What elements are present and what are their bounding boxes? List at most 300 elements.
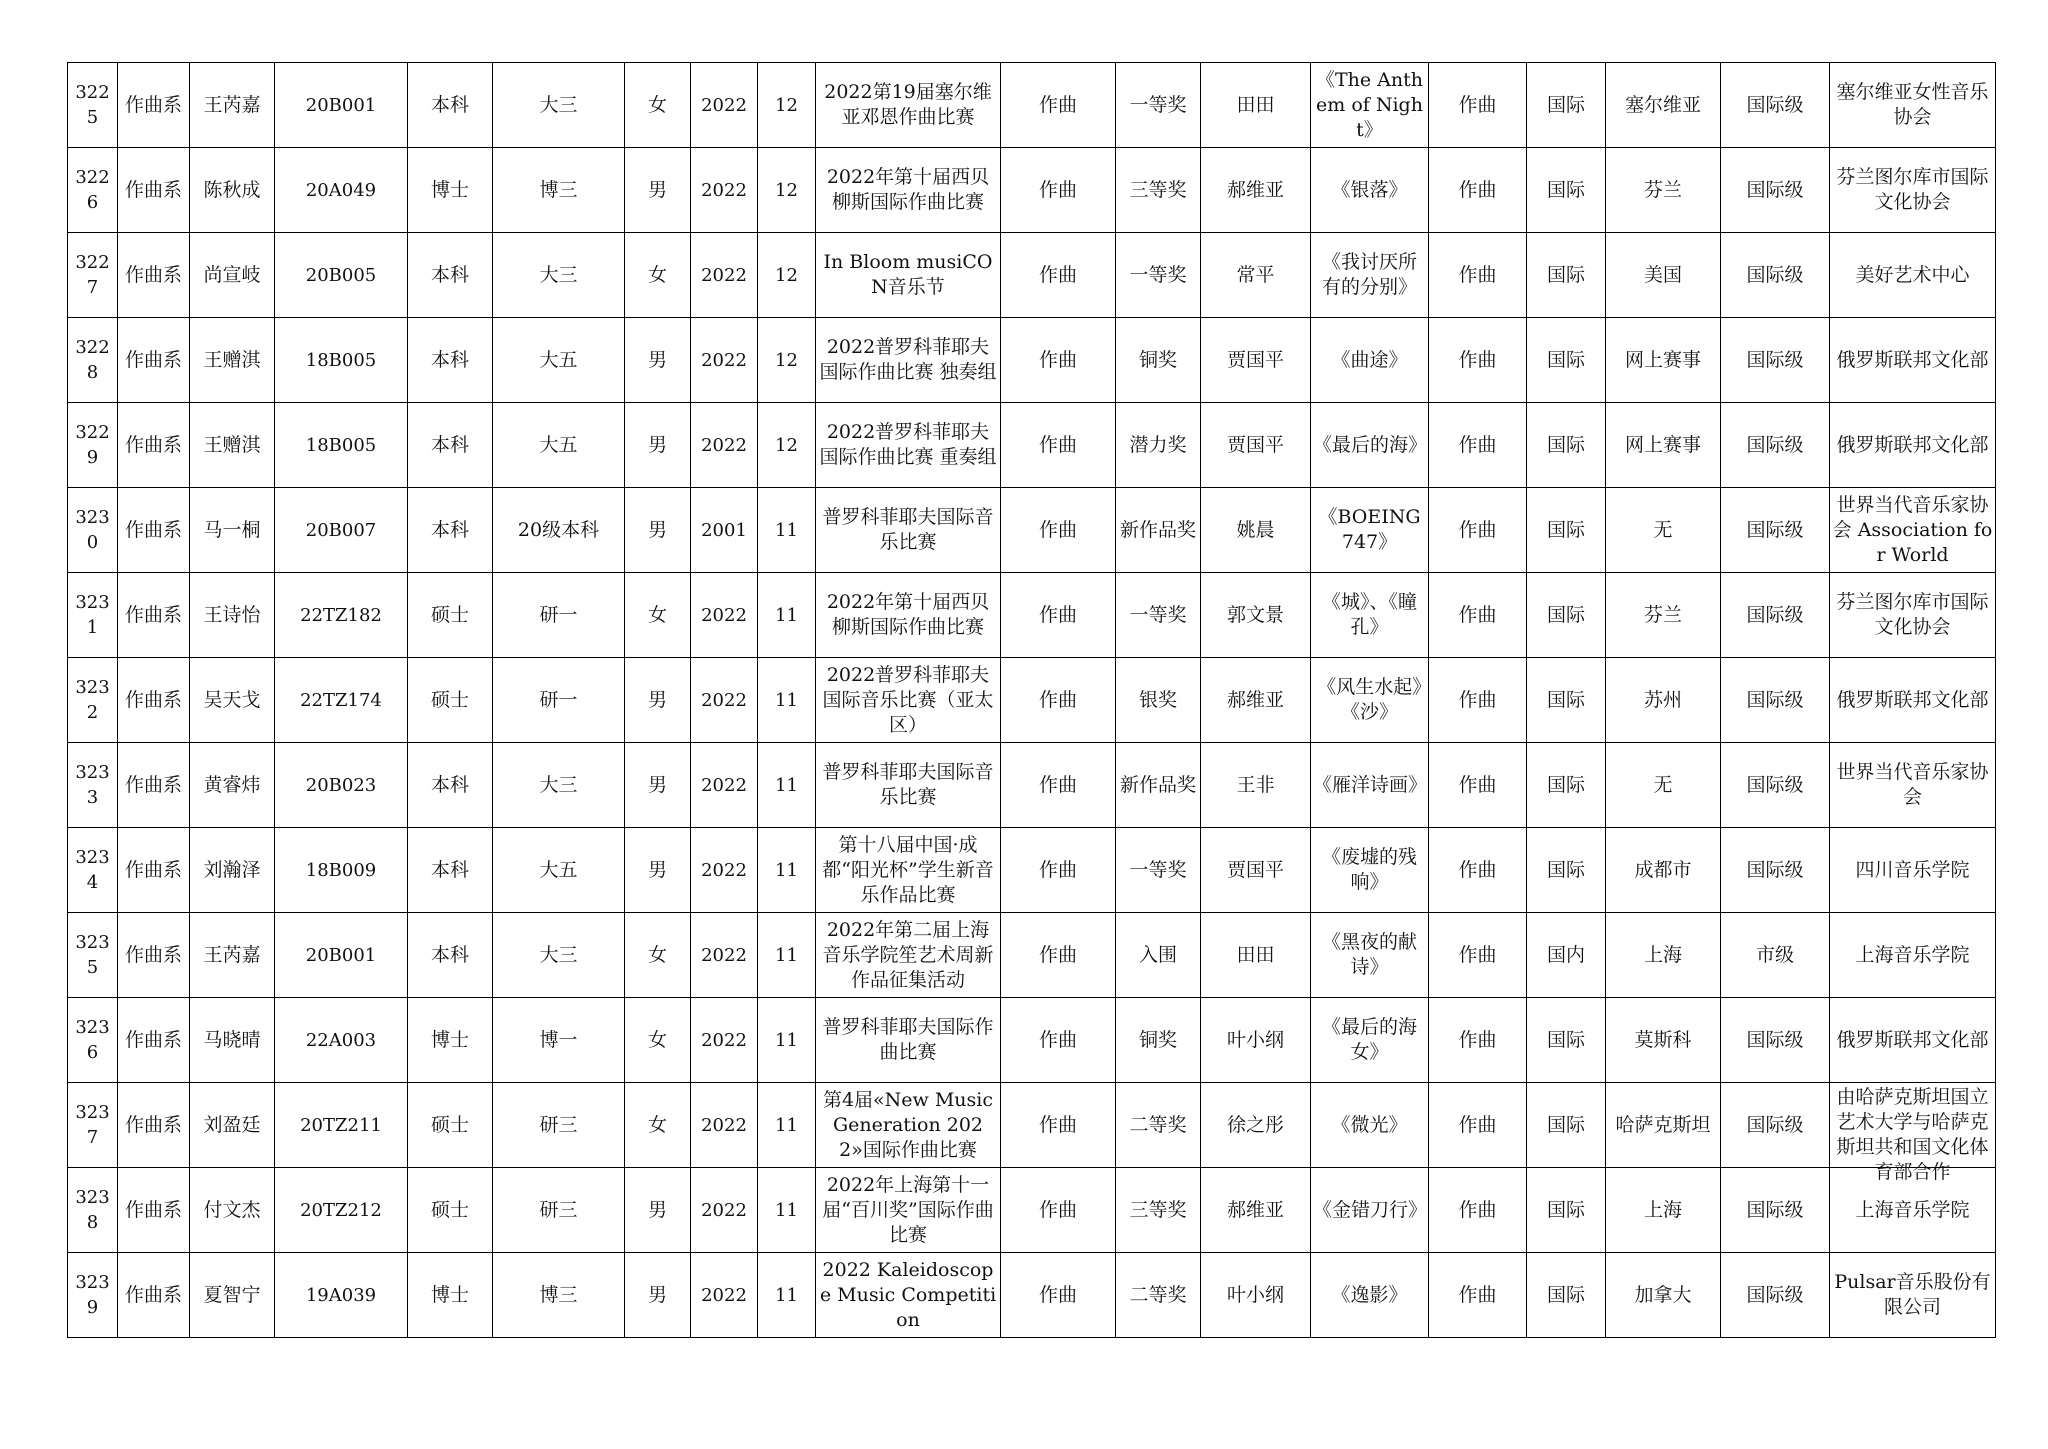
cell-category-text: 作曲	[1038, 773, 1077, 796]
cell-grade	[493, 573, 625, 658]
cell-organizer	[1830, 148, 1996, 233]
cell-category-text: 作曲	[1038, 943, 1077, 966]
cell-student-id-text: 18B009	[305, 859, 377, 881]
cell-grade-text: 博三	[539, 1283, 578, 1306]
cell-rank-level-text: 国际级	[1746, 1113, 1804, 1136]
cell-competition-text: 第4届«New Music Generation 2022»国际作曲比赛	[822, 1088, 994, 1161]
cell-student-id	[275, 403, 408, 488]
cell-year	[691, 318, 758, 403]
cell-work-type	[1429, 913, 1527, 998]
cell-year-text: 2022	[701, 1284, 747, 1306]
table-row	[68, 488, 1996, 573]
cell-record-no	[68, 1253, 118, 1338]
cell-organizer-text: Pulsar音乐股份有限公司	[1834, 1271, 1991, 1318]
cell-award	[1116, 1168, 1201, 1253]
cell-month	[758, 1168, 816, 1253]
cell-gender-text: 女	[647, 263, 667, 286]
cell-grade	[493, 998, 625, 1083]
cell-student-name	[190, 998, 275, 1083]
cell-scope	[1527, 233, 1606, 318]
cell-category-text: 作曲	[1038, 178, 1077, 201]
cell-organizer	[1830, 488, 1996, 573]
cell-degree-level-text: 本科	[430, 433, 469, 456]
cell-work-type-text: 作曲	[1458, 858, 1497, 881]
cell-organizer-text: 俄罗斯联邦文化部	[1836, 433, 1989, 456]
cell-scope-text: 国际	[1546, 433, 1585, 456]
cell-teacher-text: 田田	[1236, 93, 1275, 116]
cell-year	[691, 63, 758, 148]
cell-organizer	[1830, 403, 1996, 488]
cell-grade	[493, 1083, 625, 1168]
cell-record-no-text: 3237	[75, 1102, 110, 1148]
cell-competition-text: 2022年第十届西贝柳斯国际作曲比赛	[826, 591, 990, 638]
cell-student-id-text: 20B001	[305, 944, 377, 966]
cell-award-text: 二等奖	[1129, 1283, 1187, 1306]
cell-scope-text: 国际	[1546, 518, 1585, 541]
cell-student-name-text: 黄睿炜	[203, 773, 261, 796]
cell-work-title-text: 《风生水起》《沙》	[1317, 676, 1422, 723]
cell-record-no-text: 3238	[75, 1187, 110, 1233]
cell-student-name	[190, 233, 275, 318]
cell-organizer	[1830, 743, 1996, 828]
cell-category	[1001, 148, 1116, 233]
cell-category-text: 作曲	[1038, 518, 1077, 541]
cell-rank-level	[1721, 828, 1830, 913]
cell-year	[691, 743, 758, 828]
cell-department	[118, 828, 190, 913]
cell-scope	[1527, 1253, 1606, 1338]
cell-record-no	[68, 63, 118, 148]
cell-degree-level-text: 博士	[430, 178, 469, 201]
cell-department-text: 作曲系	[124, 773, 182, 796]
cell-student-id-text: 22A003	[305, 1029, 377, 1051]
cell-degree-level-text: 硕士	[430, 1198, 469, 1221]
cell-rank-level	[1721, 488, 1830, 573]
cell-record-no	[68, 913, 118, 998]
cell-location	[1606, 318, 1721, 403]
cell-student-name	[190, 1083, 275, 1168]
cell-student-id-text: 20A049	[305, 179, 377, 201]
cell-department-text: 作曲系	[124, 263, 182, 286]
cell-location-text: 美国	[1643, 263, 1682, 286]
cell-category	[1001, 998, 1116, 1083]
cell-work-type	[1429, 148, 1527, 233]
cell-teacher	[1201, 403, 1311, 488]
cell-year	[691, 658, 758, 743]
cell-work-title-text: 《最后的海》	[1313, 433, 1428, 456]
cell-department	[118, 148, 190, 233]
cell-work-title	[1311, 1083, 1429, 1168]
cell-work-title	[1311, 63, 1429, 148]
cell-teacher	[1201, 658, 1311, 743]
cell-work-type-text: 作曲	[1458, 178, 1497, 201]
table-row	[68, 573, 1996, 658]
cell-student-id	[275, 573, 408, 658]
cell-teacher-text: 贾国平	[1226, 348, 1284, 371]
cell-work-type-text: 作曲	[1458, 348, 1497, 371]
cell-record-no	[68, 233, 118, 318]
cell-student-id	[275, 1253, 408, 1338]
cell-year-text: 2022	[701, 1029, 747, 1051]
cell-rank-level-text: 国际级	[1746, 1198, 1804, 1221]
cell-location-text: 网上赛事	[1624, 433, 1701, 456]
cell-organizer-text: 俄罗斯联邦文化部	[1836, 1028, 1989, 1051]
cell-teacher-text: 郭文景	[1226, 603, 1284, 626]
cell-work-type	[1429, 573, 1527, 658]
cell-student-name-text: 王芮嘉	[203, 93, 261, 116]
cell-month-text: 11	[775, 519, 798, 541]
cell-organizer-text: 美好艺术中心	[1855, 263, 1970, 286]
cell-competition	[816, 913, 1001, 998]
cell-award	[1116, 148, 1201, 233]
cell-work-type-text: 作曲	[1458, 93, 1497, 116]
cell-grade-text: 研三	[539, 1198, 578, 1221]
cell-department-text: 作曲系	[124, 1028, 182, 1051]
cell-teacher	[1201, 63, 1311, 148]
cell-month-text: 12	[775, 434, 798, 456]
cell-gender-text: 女	[647, 603, 667, 626]
cell-record-no	[68, 573, 118, 658]
cell-award	[1116, 743, 1201, 828]
cell-record-no	[68, 658, 118, 743]
cell-grade-text: 20级本科	[517, 518, 600, 541]
cell-scope	[1527, 743, 1606, 828]
cell-month	[758, 743, 816, 828]
cell-rank-level	[1721, 318, 1830, 403]
cell-department	[118, 63, 190, 148]
cell-degree-level	[408, 573, 493, 658]
cell-record-no-text: 3236	[75, 1017, 110, 1063]
cell-category	[1001, 488, 1116, 573]
cell-student-id-text: 18B005	[305, 434, 377, 456]
cell-location-text: 无	[1653, 518, 1673, 541]
cell-student-id	[275, 233, 408, 318]
cell-record-no	[68, 743, 118, 828]
cell-competition	[816, 1168, 1001, 1253]
cell-location-text: 无	[1653, 773, 1673, 796]
cell-award-text: 入围	[1138, 943, 1177, 966]
cell-month-text: 11	[775, 944, 798, 966]
cell-work-title	[1311, 1168, 1429, 1253]
cell-year-text: 2022	[701, 264, 747, 286]
cell-month	[758, 403, 816, 488]
cell-scope-text: 国内	[1546, 943, 1585, 966]
cell-location	[1606, 233, 1721, 318]
cell-work-type	[1429, 828, 1527, 913]
cell-award	[1116, 573, 1201, 658]
cell-year-text: 2022	[701, 944, 747, 966]
cell-gender-text: 女	[647, 943, 667, 966]
cell-student-name	[190, 488, 275, 573]
cell-student-id	[275, 743, 408, 828]
cell-degree-level-text: 本科	[430, 943, 469, 966]
cell-gender	[625, 1083, 691, 1168]
cell-competition	[816, 573, 1001, 658]
cell-rank-level-text: 国际级	[1746, 603, 1804, 626]
cell-work-title-text: 《雁洋诗画》	[1313, 773, 1428, 796]
cell-gender-text: 男	[647, 178, 667, 201]
cell-year-text: 2022	[701, 604, 747, 626]
cell-category	[1001, 1168, 1116, 1253]
cell-rank-level-text: 市级	[1755, 943, 1794, 966]
cell-competition-text: In Bloom musiCON音乐节	[823, 251, 993, 298]
cell-student-id	[275, 658, 408, 743]
cell-student-id-text: 18B005	[305, 349, 377, 371]
cell-degree-level	[408, 1168, 493, 1253]
cell-location-text: 加拿大	[1634, 1283, 1692, 1306]
cell-gender-text: 男	[647, 773, 667, 796]
cell-degree-level-text: 博士	[430, 1283, 469, 1306]
cell-work-type-text: 作曲	[1458, 263, 1497, 286]
cell-award-text: 银奖	[1138, 688, 1177, 711]
cell-category	[1001, 743, 1116, 828]
cell-gender	[625, 63, 691, 148]
cell-award	[1116, 1253, 1201, 1338]
cell-student-id-text: 22TZ182	[300, 604, 382, 626]
cell-organizer	[1830, 318, 1996, 403]
cell-grade-text: 博一	[539, 1028, 578, 1051]
cell-scope	[1527, 573, 1606, 658]
cell-gender	[625, 1253, 691, 1338]
cell-department	[118, 743, 190, 828]
cell-organizer-text: 上海音乐学院	[1855, 943, 1970, 966]
cell-award	[1116, 1083, 1201, 1168]
cell-category-text: 作曲	[1038, 1028, 1077, 1051]
cell-scope-text: 国际	[1546, 348, 1585, 371]
cell-department-text: 作曲系	[124, 603, 182, 626]
cell-department-text: 作曲系	[124, 1198, 182, 1221]
cell-degree-level-text: 本科	[430, 518, 469, 541]
cell-location	[1606, 1253, 1721, 1338]
cell-award-text: 一等奖	[1129, 858, 1187, 881]
cell-month-text: 11	[775, 1284, 798, 1306]
cell-competition	[816, 233, 1001, 318]
cell-grade	[493, 913, 625, 998]
cell-location	[1606, 743, 1721, 828]
cell-gender-text: 男	[647, 1198, 667, 1221]
cell-work-title-text: 《微光》	[1331, 1113, 1408, 1136]
cell-award	[1116, 233, 1201, 318]
cell-location	[1606, 573, 1721, 658]
cell-category-text: 作曲	[1038, 1113, 1077, 1136]
cell-student-name-text: 尚宣岐	[203, 263, 261, 286]
cell-department	[118, 998, 190, 1083]
cell-degree-level-text: 博士	[430, 1028, 469, 1051]
cell-year	[691, 828, 758, 913]
cell-student-name	[190, 573, 275, 658]
cell-month-text: 11	[775, 1114, 798, 1136]
cell-work-type	[1429, 1168, 1527, 1253]
cell-student-name	[190, 1168, 275, 1253]
cell-work-title	[1311, 1253, 1429, 1338]
cell-competition-text: 2022普罗科菲耶夫国际音乐比赛（亚太区）	[822, 663, 994, 736]
cell-student-id	[275, 828, 408, 913]
cell-competition	[816, 148, 1001, 233]
cell-department	[118, 488, 190, 573]
cell-year-text: 2022	[701, 689, 747, 711]
cell-work-title	[1311, 913, 1429, 998]
cell-work-type	[1429, 998, 1527, 1083]
cell-rank-level-text: 国际级	[1746, 518, 1804, 541]
cell-competition-text: 2022年第二届上海音乐学院笙艺术周新作品征集活动	[822, 918, 994, 991]
cell-degree-level	[408, 63, 493, 148]
cell-award	[1116, 658, 1201, 743]
cell-student-name	[190, 403, 275, 488]
cell-student-name-text: 马晓晴	[203, 1028, 261, 1051]
table-row	[68, 318, 1996, 403]
cell-competition	[816, 488, 1001, 573]
cell-work-title	[1311, 743, 1429, 828]
cell-teacher	[1201, 913, 1311, 998]
cell-month-text: 11	[775, 1029, 798, 1051]
cell-organizer-text: 世界当代音乐家协会 Association for World	[1832, 493, 1993, 566]
cell-category	[1001, 573, 1116, 658]
cell-work-type-text: 作曲	[1458, 433, 1497, 456]
cell-grade	[493, 658, 625, 743]
cell-award	[1116, 488, 1201, 573]
table-row	[68, 828, 1996, 913]
cell-month-text: 11	[775, 859, 798, 881]
cell-scope	[1527, 318, 1606, 403]
cell-competition-text: 2022年上海第十一届“百川奖”国际作曲比赛	[822, 1173, 994, 1246]
cell-department	[118, 913, 190, 998]
cell-teacher	[1201, 233, 1311, 318]
cell-student-id-text: 20B005	[305, 264, 377, 286]
cell-work-title-text: 《最后的海女》	[1321, 1016, 1417, 1063]
cell-year	[691, 488, 758, 573]
cell-organizer	[1830, 233, 1996, 318]
cell-year-text: 2022	[701, 859, 747, 881]
cell-student-name	[190, 913, 275, 998]
cell-teacher-text: 叶小纲	[1226, 1028, 1284, 1051]
cell-teacher	[1201, 743, 1311, 828]
cell-grade	[493, 318, 625, 403]
cell-work-title	[1311, 148, 1429, 233]
cell-year	[691, 1253, 758, 1338]
cell-student-name	[190, 828, 275, 913]
cell-gender-text: 女	[647, 1113, 667, 1136]
cell-month-text: 11	[775, 604, 798, 626]
cell-scope-text: 国际	[1546, 1113, 1585, 1136]
cell-student-id	[275, 1083, 408, 1168]
cell-degree-level	[408, 998, 493, 1083]
cell-rank-level	[1721, 998, 1830, 1083]
cell-scope-text: 国际	[1546, 1283, 1585, 1306]
cell-month	[758, 488, 816, 573]
cell-rank-level	[1721, 743, 1830, 828]
cell-gender	[625, 998, 691, 1083]
cell-scope-text: 国际	[1546, 263, 1585, 286]
cell-location-text: 苏州	[1643, 688, 1682, 711]
cell-month	[758, 63, 816, 148]
cell-teacher-text: 贾国平	[1226, 858, 1284, 881]
cell-work-type-text: 作曲	[1458, 1113, 1497, 1136]
cell-department	[118, 1253, 190, 1338]
cell-student-name-text: 王芮嘉	[203, 943, 261, 966]
cell-student-id	[275, 913, 408, 998]
cell-gender	[625, 573, 691, 658]
cell-location	[1606, 148, 1721, 233]
cell-department-text: 作曲系	[124, 178, 182, 201]
cell-record-no-text: 3226	[75, 167, 110, 213]
cell-category	[1001, 63, 1116, 148]
cell-degree-level-text: 本科	[430, 263, 469, 286]
cell-organizer-text: 俄罗斯联邦文化部	[1836, 688, 1989, 711]
cell-month-text: 12	[775, 264, 798, 286]
cell-degree-level-text: 本科	[430, 858, 469, 881]
cell-degree-level-text: 硕士	[430, 603, 469, 626]
cell-teacher-text: 常平	[1236, 263, 1275, 286]
cell-record-no-text: 3239	[75, 1272, 110, 1318]
cell-teacher-text: 叶小纲	[1226, 1283, 1284, 1306]
cell-organizer-text: 四川音乐学院	[1855, 858, 1970, 881]
cell-student-name	[190, 743, 275, 828]
cell-gender-text: 男	[647, 858, 667, 881]
cell-location	[1606, 403, 1721, 488]
cell-grade	[493, 63, 625, 148]
cell-student-id-text: 20B023	[305, 774, 377, 796]
cell-scope	[1527, 63, 1606, 148]
cell-record-no-text: 3235	[75, 932, 110, 978]
cell-location	[1606, 1083, 1721, 1168]
cell-scope	[1527, 1168, 1606, 1253]
cell-rank-level	[1721, 1168, 1830, 1253]
cell-category-text: 作曲	[1038, 93, 1077, 116]
cell-scope-text: 国际	[1546, 1028, 1585, 1051]
cell-award-text: 一等奖	[1129, 603, 1187, 626]
cell-scope-text: 国际	[1546, 1198, 1585, 1221]
cell-grade	[493, 403, 625, 488]
cell-record-no-text: 3231	[75, 592, 110, 638]
cell-student-id	[275, 63, 408, 148]
cell-award-text: 铜奖	[1138, 348, 1177, 371]
cell-location-text: 网上赛事	[1624, 348, 1701, 371]
cell-category	[1001, 403, 1116, 488]
cell-category	[1001, 658, 1116, 743]
cell-student-name	[190, 148, 275, 233]
cell-month	[758, 318, 816, 403]
cell-teacher	[1201, 488, 1311, 573]
cell-work-title-text: 《金错刀行》	[1313, 1198, 1428, 1221]
cell-grade-text: 研一	[539, 603, 578, 626]
cell-organizer	[1830, 1253, 1996, 1338]
cell-gender-text: 女	[647, 1028, 667, 1051]
cell-department	[118, 1083, 190, 1168]
cell-award	[1116, 998, 1201, 1083]
cell-category-text: 作曲	[1038, 263, 1077, 286]
cell-award	[1116, 403, 1201, 488]
cell-gender	[625, 828, 691, 913]
cell-work-type-text: 作曲	[1458, 773, 1497, 796]
cell-work-type	[1429, 743, 1527, 828]
cell-student-name-text: 刘瀚泽	[203, 858, 261, 881]
cell-grade-text: 大三	[539, 263, 578, 286]
cell-teacher-text: 郝维亚	[1226, 688, 1284, 711]
cell-rank-level-text: 国际级	[1746, 1283, 1804, 1306]
cell-award-text: 铜奖	[1138, 1028, 1177, 1051]
cell-month	[758, 913, 816, 998]
cell-record-no	[68, 998, 118, 1083]
cell-month-text: 12	[775, 179, 798, 201]
cell-grade	[493, 1168, 625, 1253]
cell-degree-level-text: 硕士	[430, 688, 469, 711]
cell-gender-text: 男	[647, 1283, 667, 1306]
cell-student-name-text: 马一桐	[203, 518, 261, 541]
cell-scope	[1527, 1083, 1606, 1168]
cell-degree-level	[408, 233, 493, 318]
table-row	[68, 148, 1996, 233]
cell-month	[758, 1253, 816, 1338]
